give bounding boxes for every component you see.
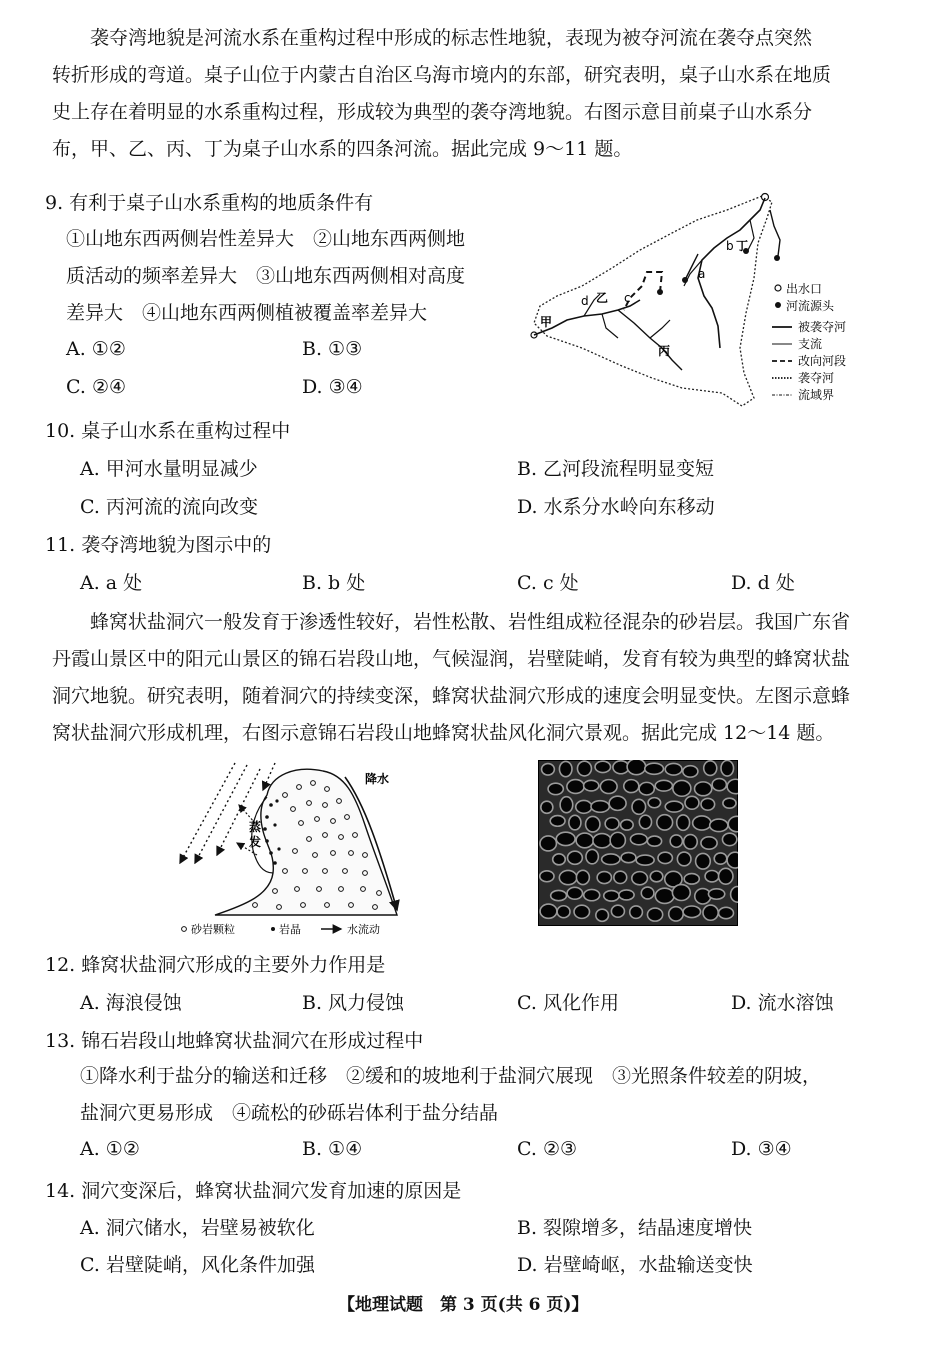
q13-option-d[interactable]: D. ③④ bbox=[731, 1138, 792, 1160]
honeycomb-cell bbox=[619, 890, 634, 900]
honeycomb-cave-photo bbox=[538, 760, 738, 926]
rain-arrow bbox=[180, 763, 235, 863]
q12-option-d[interactable]: D. 流水溶蚀 bbox=[731, 992, 834, 1014]
intro2-line: 洞穴地貌。研究表明，随着洞穴的持续变深，蜂窝状盐洞穴形成的速度会明显变快。左图示意蜂 bbox=[52, 685, 851, 707]
honeycomb-cell bbox=[641, 887, 654, 899]
honeycomb-cell bbox=[669, 907, 684, 921]
salt-cave-mechanism-figure bbox=[175, 755, 420, 940]
honeycomb-cell bbox=[683, 766, 698, 777]
q11-option-d[interactable]: D. d 处 bbox=[731, 572, 795, 594]
drainage-map-figure bbox=[522, 188, 872, 413]
river-source bbox=[774, 255, 780, 261]
river-tributary bbox=[602, 314, 618, 338]
honeycomb-cell bbox=[576, 870, 589, 884]
honeycomb-cell bbox=[630, 834, 647, 845]
honeycomb-cell bbox=[596, 909, 609, 921]
evaporation-label: 发 bbox=[249, 835, 262, 849]
honeycomb-cell bbox=[624, 780, 639, 793]
honeycomb-cell bbox=[567, 780, 584, 794]
honeycomb-cell bbox=[705, 870, 719, 881]
page-footer: 【地理试题 第 3 页(共 6 页)】 bbox=[338, 1295, 589, 1315]
river-source bbox=[657, 289, 663, 295]
honeycomb-cell bbox=[714, 853, 727, 864]
honeycomb-cell bbox=[684, 874, 699, 885]
honeycomb-cell bbox=[677, 852, 691, 866]
honeycomb-cell bbox=[723, 798, 736, 808]
question-11-stem: 11. 袭夺湾地貌为图示中的 bbox=[45, 534, 272, 556]
honeycomb-cell bbox=[655, 780, 672, 791]
river-ding-branch bbox=[748, 220, 754, 250]
honeycomb-cell bbox=[632, 872, 648, 885]
honeycomb-cell bbox=[655, 888, 674, 903]
map-label-ding: 丁 bbox=[736, 239, 749, 253]
legend-sandstone-symbol bbox=[182, 927, 187, 932]
honeycomb-cell bbox=[604, 891, 619, 902]
q9-statement-line: 差异大 ④山地东西两侧植被覆盖率差异大 bbox=[66, 302, 428, 324]
intro1-line: 布，甲、乙、丙、丁为桌子山水系的四条河流。据此完成 9～11 题。 bbox=[52, 138, 633, 160]
honeycomb-cell bbox=[551, 890, 567, 900]
honeycomb-cell bbox=[542, 764, 555, 775]
rain-arrow bbox=[195, 765, 247, 863]
honeycomb-cell bbox=[540, 836, 556, 851]
honeycomb-cell bbox=[632, 799, 646, 814]
honeycomb-cell bbox=[712, 779, 726, 791]
q10-option-a[interactable]: A. 甲河水量明显减少 bbox=[80, 458, 258, 480]
honeycomb-cell bbox=[595, 761, 610, 772]
q10-option-b[interactable]: B. 乙河段流程明显变短 bbox=[517, 458, 715, 480]
honeycomb-cell bbox=[560, 797, 573, 813]
honeycomb-cell bbox=[614, 871, 627, 883]
intro2-line: 蜂窝状盐洞穴一般发育于渗透性较好，岩性松散、岩性组成粒径混杂的砂岩层。我国广东省 bbox=[90, 611, 851, 633]
legend-outlet-label: 出水口 bbox=[786, 282, 823, 296]
q9-option-b[interactable]: B. ①③ bbox=[302, 338, 363, 360]
honeycomb-cell bbox=[722, 833, 736, 846]
q13-statement-line: ①降水利于盐分的输送和迁移 ②缓和的坡地利于盐洞穴展现 ③光照条件较差的阴坡， bbox=[80, 1065, 822, 1087]
intro1-line: 史上存在着明显的水系重构过程，形成较为典型的袭夺湾地貌。右图示意目前桌子山水系分 bbox=[52, 101, 813, 123]
question-13-stem: 13. 锦石岩段山地蜂窝状盐洞穴在形成过程中 bbox=[45, 1030, 424, 1052]
map-label-jia: 甲 bbox=[540, 315, 553, 329]
honeycomb-cell bbox=[584, 889, 600, 900]
honeycomb-cell bbox=[727, 852, 738, 868]
legend-captured-river-label: 被袭夺河 bbox=[798, 320, 847, 334]
honeycomb-cell bbox=[586, 816, 600, 832]
honeycomb-cell bbox=[574, 905, 589, 918]
evaporation-label: 蒸 bbox=[249, 820, 262, 834]
honeycomb-cell bbox=[696, 853, 711, 869]
q11-option-b[interactable]: B. b 处 bbox=[302, 572, 366, 594]
map-label-bing: 丙 bbox=[658, 344, 671, 358]
basin-boundary bbox=[534, 196, 772, 406]
honeycomb-cell bbox=[611, 905, 624, 917]
legend-diverted-label: 改向河段 bbox=[798, 354, 847, 368]
honeycomb-cell bbox=[568, 851, 583, 864]
honeycomb-cell bbox=[728, 816, 738, 831]
honeycomb-cell bbox=[621, 820, 634, 830]
map-label-a: a bbox=[698, 267, 706, 281]
legend-crystal-symbol bbox=[271, 927, 275, 931]
intro1-line: 转折形成的弯道。桌子山位于内蒙古自治区乌海市境内的东部，研究表明，桌子山水系在地质 bbox=[52, 64, 832, 86]
q9-option-d[interactable]: D. ③④ bbox=[302, 376, 363, 398]
honeycomb-cell bbox=[639, 815, 651, 829]
honeycomb-cell bbox=[670, 835, 682, 847]
honeycomb-cell bbox=[683, 906, 700, 918]
honeycomb-cell bbox=[557, 906, 570, 918]
q14-option-b[interactable]: B. 裂隙增多，结晶速度增快 bbox=[517, 1217, 753, 1239]
honeycomb-cell bbox=[645, 763, 664, 774]
honeycomb-cell bbox=[695, 782, 712, 796]
honeycomb-cell bbox=[541, 801, 553, 813]
q12-option-b[interactable]: B. 风力侵蚀 bbox=[302, 992, 405, 1014]
honeycomb-cell bbox=[647, 908, 662, 921]
honeycomb-cell bbox=[586, 849, 598, 863]
honeycomb-cell bbox=[636, 855, 654, 865]
honeycomb-cell bbox=[609, 796, 626, 810]
honeycomb-cell bbox=[673, 780, 691, 796]
honeycomb-cell bbox=[710, 819, 728, 831]
honeycomb-cell bbox=[540, 871, 554, 882]
legend-sandstone-label: 砂岩颗粒 bbox=[191, 923, 235, 936]
honeycomb-cell bbox=[721, 760, 734, 776]
honeycomb-cell bbox=[556, 832, 575, 845]
map-label-b: b bbox=[726, 239, 734, 253]
honeycomb-cell bbox=[627, 760, 646, 775]
honeycomb-cell bbox=[665, 763, 682, 775]
q14-option-a[interactable]: A. 洞穴储水，岩壁易被软化 bbox=[80, 1217, 315, 1239]
honeycomb-cell bbox=[703, 905, 718, 920]
honeycomb-cell bbox=[685, 796, 699, 809]
q14-option-d[interactable]: D. 岩壁崎岖，水盐输送变快 bbox=[517, 1254, 753, 1276]
q10-option-c[interactable]: C. 丙河流的流向改变 bbox=[80, 496, 258, 518]
intro-paragraph-1 bbox=[52, 20, 831, 168]
honeycomb-cell bbox=[576, 800, 592, 813]
honeycomb-cell bbox=[540, 904, 557, 918]
honeycomb-cell bbox=[684, 835, 698, 849]
honeycomb-cell bbox=[672, 885, 690, 901]
q11-option-c[interactable]: C. c 处 bbox=[517, 572, 579, 594]
q11-option-a[interactable]: A. a 处 bbox=[80, 572, 143, 594]
q12-option-c[interactable]: C. 风化作用 bbox=[517, 992, 619, 1014]
honeycomb-cell bbox=[650, 871, 663, 882]
intro-paragraph-2 bbox=[52, 604, 850, 752]
honeycomb-cell bbox=[610, 832, 625, 848]
honeycomb-cell bbox=[569, 815, 581, 830]
legend-flow-label: 水流动 bbox=[347, 923, 380, 936]
honeycomb-cell bbox=[559, 761, 572, 776]
q13-statement-line: 盐洞穴更易形成 ④疏松的砂砾岩体利于盐分结晶 bbox=[80, 1102, 499, 1124]
question-10-stem: 10. 桌子山水系在重构过程中 bbox=[45, 420, 291, 442]
map-label-c: c bbox=[624, 291, 631, 305]
legend-source-symbol bbox=[775, 302, 781, 308]
question-12-stem: 12. 蜂窝状盐洞穴形成的主要外力作用是 bbox=[45, 954, 386, 976]
q9-statement-line: ①山地东西两侧岩性差异大 ②山地东西两侧地 bbox=[66, 228, 466, 250]
q13-option-b[interactable]: B. ①④ bbox=[302, 1138, 363, 1160]
honeycomb-cell bbox=[602, 854, 620, 865]
honeycomb-cell bbox=[548, 783, 563, 794]
honeycomb-cell bbox=[553, 854, 566, 865]
question-13-statements bbox=[80, 1058, 821, 1132]
map-label-d: d bbox=[581, 294, 589, 308]
q9-option-c[interactable]: C. ②④ bbox=[66, 376, 127, 398]
honeycomb-cell bbox=[677, 815, 690, 830]
map-label-yi: 乙 bbox=[596, 291, 609, 305]
honeycomb-cell bbox=[559, 870, 577, 884]
river-bing bbox=[618, 310, 682, 370]
rock-body bbox=[215, 769, 397, 915]
honeycomb-cell bbox=[605, 818, 619, 830]
honeycomb-cell bbox=[665, 801, 683, 812]
honeycomb-cell bbox=[639, 782, 654, 795]
honeycomb-cell bbox=[621, 853, 636, 863]
intro1-line: 袭夺湾地貌是河流水系在重构过程中形成的标志性地貌，表现为被夺河流在袭夺点突然 bbox=[90, 27, 813, 49]
honeycomb-cell bbox=[731, 887, 738, 903]
q13-option-c[interactable]: C. ②③ bbox=[517, 1138, 578, 1160]
honeycomb-cell bbox=[719, 907, 734, 918]
honeycomb-cell bbox=[727, 779, 738, 793]
legend-tributary-label: 支流 bbox=[798, 337, 823, 351]
honeycomb-cell bbox=[701, 798, 715, 810]
honeycomb-cell bbox=[630, 906, 643, 918]
river-ding-branch bbox=[770, 210, 780, 256]
honeycomb-cell bbox=[593, 834, 611, 848]
honeycomb-cell bbox=[648, 798, 661, 808]
legend-crystal-label: 岩晶 bbox=[279, 923, 301, 936]
q14-option-c[interactable]: C. 岩壁陡峭，风化条件加强 bbox=[80, 1254, 315, 1276]
honeycomb-cell bbox=[693, 816, 711, 830]
honeycomb-cell bbox=[591, 801, 609, 813]
q13-option-a[interactable]: A. ①② bbox=[80, 1138, 140, 1160]
legend-boundary-label: 流域界 bbox=[798, 388, 835, 402]
honeycomb-cell bbox=[576, 833, 593, 848]
honeycomb-cell bbox=[708, 889, 724, 899]
honeycomb-cell bbox=[647, 836, 661, 846]
honeycomb-cell bbox=[597, 872, 611, 884]
question-9-statements bbox=[66, 221, 465, 332]
q12-option-a[interactable]: A. 海浪侵蚀 bbox=[80, 992, 182, 1014]
question-9-stem: 9. 有利于桌子山水系重构的地质条件有 bbox=[45, 192, 374, 214]
honeycomb-cell bbox=[600, 780, 617, 794]
intro2-line: 窝状盐洞穴形成机理，右图示意锦石岩段山地蜂窝状盐风化洞穴景观。据此完成 12～14 题。 bbox=[52, 722, 835, 744]
honeycomb-cell bbox=[704, 761, 717, 776]
honeycomb-cell bbox=[550, 816, 565, 827]
rain-label: 降水 bbox=[365, 772, 390, 786]
question-14-stem: 14. 洞穴变深后，蜂窝状盐洞穴发育加速的原因是 bbox=[45, 1180, 462, 1202]
honeycomb-cell bbox=[701, 837, 717, 849]
legend-source-label: 河流源头 bbox=[786, 299, 835, 313]
honeycomb-cell bbox=[658, 852, 672, 863]
q9-option-a[interactable]: A. ①② bbox=[66, 338, 126, 360]
honeycomb-cell bbox=[657, 815, 673, 830]
river-tributary bbox=[650, 320, 670, 338]
river-source bbox=[682, 277, 688, 283]
honeycomb-cell bbox=[567, 887, 582, 899]
q9-statement-line: 质活动的频率差异大 ③山地东西两侧相对高度 bbox=[66, 265, 466, 287]
honeycomb-cell bbox=[719, 868, 733, 884]
legend-outlet-symbol bbox=[775, 285, 781, 291]
legend-capturing-river-label: 袭夺河 bbox=[798, 371, 835, 385]
honeycomb-cell bbox=[577, 761, 591, 776]
q10-option-d[interactable]: D. 水系分水岭向东移动 bbox=[517, 496, 715, 518]
honeycomb-cell bbox=[584, 780, 599, 791]
intro2-line: 丹霞山景区中的阳元山景区的锦石岩段山地，气候湿润，岩壁陡峭，发育有较为典型的蜂窝状盐 bbox=[52, 648, 851, 670]
